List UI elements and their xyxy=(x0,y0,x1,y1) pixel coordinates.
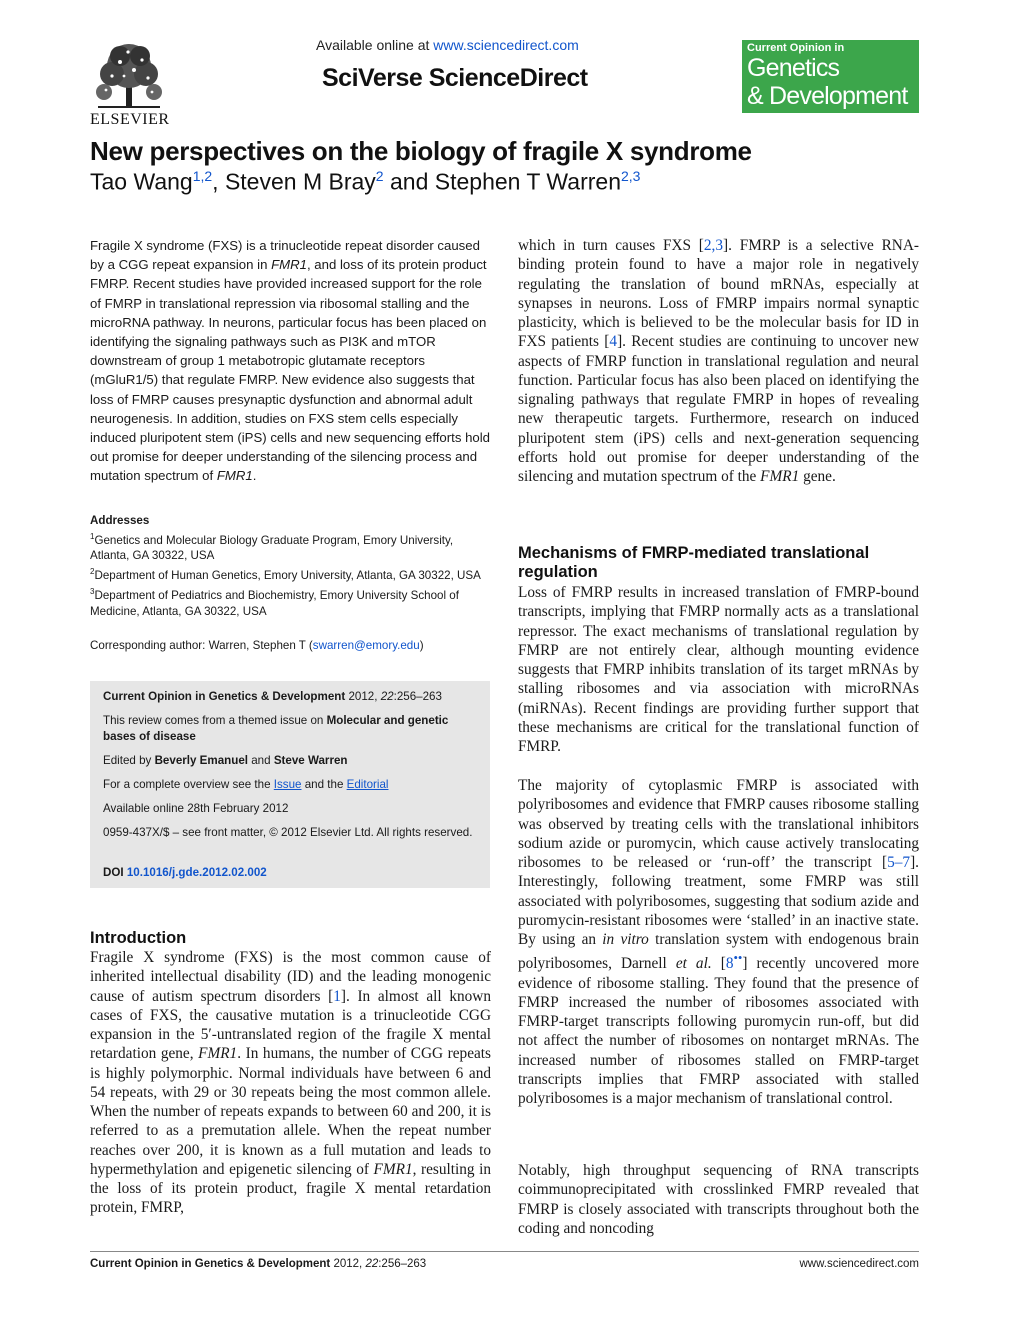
reference-link[interactable]: 5–7 xyxy=(887,854,911,871)
gene-name: FMR1 xyxy=(271,257,307,273)
corresponding-prefix: Corresponding author: Warren, Stephen T ( xyxy=(90,639,313,652)
corresponding-author xyxy=(90,639,492,652)
availability-prefix: Available online at xyxy=(316,37,434,53)
reference-link[interactable]: 4 xyxy=(609,333,618,351)
article-title: New perspectives on the biology of fragile X syndrome xyxy=(90,136,752,166)
edited-prefix: Edited by xyxy=(103,754,155,767)
theme-title: Molecular and genetic bases of disease xyxy=(103,714,449,743)
gene-name: FMR1 xyxy=(198,1045,238,1063)
journal-badge xyxy=(742,40,919,113)
overview-separator: and the xyxy=(301,778,347,791)
article-info-box xyxy=(90,681,490,888)
corresponding-suffix: ) xyxy=(419,639,424,652)
editorial-link[interactable]: Editorial xyxy=(346,778,389,791)
body-text: ]. FMRP is a selective RNA-binding protein found to have a major role in negatively regulating the translation of bound mRNAs, especially at synapses in neurons. Loss of FMRP impairs normal synaptic plasticity, which is believed to be the molecular basis for ID in FXS patients [ xyxy=(518,237,919,351)
author-affiliation[interactable]: 2 xyxy=(375,168,384,184)
journal-badge-top: Current Opinion in xyxy=(747,42,845,54)
editors-line xyxy=(103,753,481,769)
body-text: The majority of cytoplasmic FMRP is associated with polyribosomes and evidence that FMRP causes ribosome stalling was observed by treating cells with the translational inhibitors sodium azide or puromycin, which cause actively translocating ribosomes to be released or ‘run-off’ the transcript [ xyxy=(518,777,919,871)
overview-line xyxy=(103,777,481,793)
elsevier-tree-icon xyxy=(90,40,168,110)
abstract-text: . xyxy=(252,468,257,484)
author-separator: and xyxy=(383,168,435,195)
recommendation-marker: •• xyxy=(733,951,743,966)
availability-line xyxy=(316,37,579,53)
journal-badge-line2: & Development xyxy=(747,82,908,110)
theme-prefix: This review comes from a themed issue on xyxy=(103,714,327,727)
body-text: ]. Recent studies are continuing to uncover new aspects of FMRP function in translational regulation and neural function. Particular focus has also been placed on identifying the signaling pathways that regulate FMRP in hopes of revealing new therapeutic targets. Furthermore, research on induced pluripotent stem (iPS) cells and next-generation sequencing efforts hold out promise for deeper understanding of the silencing and mutation spectrum of the xyxy=(518,333,920,485)
body-text: gene. xyxy=(799,468,836,485)
author-list xyxy=(90,168,640,196)
address-item xyxy=(90,584,492,619)
author-name: Tao Wang xyxy=(90,168,193,195)
author-affiliation[interactable]: 1,2 xyxy=(192,168,213,184)
year: 2012, xyxy=(345,690,381,703)
author-affiliation[interactable]: 2,3 xyxy=(621,168,641,184)
footer-citation xyxy=(90,1258,426,1270)
abstract-text: Fragile X syndrome (FXS) is a trinucleotide repeat disorder caused by a CGG repeat expansion in xyxy=(90,238,480,273)
body-text: , resulting in the loss of its protein product, fragile X mental retardation protein, FMRP, xyxy=(90,1160,491,1217)
footer-volume: 22 xyxy=(365,1258,379,1270)
abstract-text: , and loss of its protein product FMRP. Recent studies have provided increased support for the role of FMRP in translational repression via ribosomal stalling and the microRNA pathway. In neurons, particular focus has been placed on identifying the signaling pathways such as PI3K and mTOR downstream of group 1 metabotropic glutamate receptors (mGluR1/5) that regulate FMRP. New evidence also suggests that loss of FMRP causes presynaptic dysfunction and abnormal adult neurogenesis. In addition, studies on FXS stem cells especially induced pluripotent stem (iPS) cells and new sequencing efforts hold out promise for deeper understanding of the silencing process and mutation spectrum of xyxy=(90,257,491,484)
doi-link[interactable]: 10.1016/j.gde.2012.02.002 xyxy=(126,866,267,879)
addresses xyxy=(90,513,492,619)
elsevier-logo xyxy=(90,40,168,128)
gene-name: FMR1 xyxy=(216,468,253,484)
theme-line xyxy=(103,713,481,745)
body-text: ]. In almost all known cases of FXS, the causative mutation is a trinucleotide CGG expansion in the 5′-untranslated region of the fragile X mental retardation gene, xyxy=(90,987,491,1063)
journal-name: Current Opinion in Genetics & Development xyxy=(103,690,346,703)
footer-url[interactable]: www.sciencedirect.com xyxy=(799,1258,919,1270)
editor-name: Steve Warren xyxy=(273,754,348,767)
issue-link[interactable]: Issue xyxy=(273,778,302,791)
footer-journal: Current Opinion in Genetics & Development xyxy=(90,1258,331,1270)
address-number: 2 xyxy=(90,567,95,577)
italic-term: in vitro xyxy=(602,931,649,948)
mechanisms-paragraph-2 xyxy=(518,776,919,1108)
mechanisms-paragraph-3: Notably, high throughput sequencing of RNA transcripts coimmunoprecipitated with crosslinked FMRP revealed that FMRP is closely associated with transcripts throughout both the coding and noncoding xyxy=(518,1162,919,1237)
editor-separator: and xyxy=(248,754,274,767)
sciencedirect-link[interactable]: www.sciencedirect.com xyxy=(433,37,579,53)
doi-label: DOI xyxy=(103,866,127,879)
italic-term: et al. xyxy=(675,955,712,973)
body-text: Fragile X syndrome (FXS) is the most common cause of inherited intellectual disability (ID) and the leading monogenic cause of autism spectrum disorders [ xyxy=(90,949,491,1005)
author-name: Steven M Bray xyxy=(224,168,376,195)
address-number: 3 xyxy=(90,586,95,596)
citation-line xyxy=(103,689,481,705)
mechanisms-paragraph-1: Loss of FMRP results in increased translation of FMRP-bound transcripts, implying that FMRP normally acts as a translational repressor. The exact mechanisms of translational regulation by FMRP are not entirely clear, although mounting evidence suggests that FMRP inhibits translation of its target mRNAs by stalling ribosomes and via association with microRNAs (miRNAs). Recent findings are providing further support that these mechanisms are critical for the translational function of FMRP. xyxy=(518,584,919,755)
mechanisms-heading: Mechanisms of FMRP-mediated translational regulation xyxy=(518,544,870,581)
address-text: Genetics and Molecular Biology Graduate Program, Emory University, Atlanta, GA 30322, USA xyxy=(90,533,454,563)
address-item xyxy=(90,564,492,584)
footer-pages: :256–263 xyxy=(378,1258,427,1270)
platform-name: SciVerse ScienceDirect xyxy=(322,64,588,92)
addresses-heading: Addresses xyxy=(90,514,150,527)
body-text: ]. Interestingly, following treatment, some FMRP was still associated with polyribosomes, suggesting that sodium azide and puromycin-resistant ribosomes were ‘stalled’ in an inactive state. By using an xyxy=(518,854,919,948)
reference-link[interactable]: 8 xyxy=(725,955,734,973)
intro-continued-text xyxy=(518,236,919,486)
address-text: Department of Human Genetics, Emory University, Atlanta, GA 30322, USA xyxy=(94,569,481,583)
body-text: ] recently uncovered more evidence of ribosome stalling. They found that the presence of FMRP increased the number of ribosomes associated with FMRP-target transcripts following puromycin run-off, but did not affect the number of ribosomes on nontarget mRNAs. The increased number of ribosomes stalled on FMRP-target transcripts implies that FMRP associated with stalled polyribosomes is a major mechanism of translational control. xyxy=(518,955,920,1108)
gene-name: FMR1 xyxy=(760,468,800,485)
footer-year: 2012, xyxy=(330,1258,366,1270)
doi-line xyxy=(103,865,481,881)
body-text: . In humans, the number of CGG repeats is highly polymorphic. Normal individuals have between 6 and 54 repeats, with 29 or 30 repeats being the most common allele. When the number of repeats expands to between 60 and 200, it is referred to as a premutation allele. When the repeat number reaches over 200, it is known as a full mutation and leads to hypermethylation and epigenetic silencing of xyxy=(90,1045,491,1178)
volume: 22 xyxy=(380,690,394,703)
copyright: 0959-437X/$ – see front matter, © 2012 Elsevier Ltd. All rights reserved. xyxy=(103,826,473,839)
address-item xyxy=(90,529,492,564)
gene-name: FMR1 xyxy=(373,1160,413,1178)
available-date: Available online 28th February 2012 xyxy=(103,802,289,815)
author-separator: , xyxy=(212,168,225,195)
author-name: Stephen T Warren xyxy=(434,168,621,195)
journal-badge-line1: Genetics xyxy=(747,54,840,82)
body-text: [ xyxy=(711,955,726,973)
overview-prefix: For a complete overview see the xyxy=(103,778,274,791)
reference-link[interactable]: 2,3 xyxy=(703,237,724,254)
address-text: Department of Pediatrics and Biochemistry, Emory University School of Medicine, Atlanta, GA 30322, USA xyxy=(90,588,459,618)
abstract xyxy=(90,236,492,486)
pages: :256–263 xyxy=(393,690,442,703)
address-number: 1 xyxy=(90,531,95,541)
footer-divider xyxy=(90,1251,919,1252)
body-text: which in turn causes FXS [ xyxy=(518,237,704,254)
body-text: translation system with endogenous brain polyribosomes, Darnell xyxy=(518,931,919,973)
reference-link[interactable]: 1 xyxy=(333,987,341,1005)
introduction-heading: Introduction xyxy=(90,929,187,947)
introduction-text xyxy=(90,948,491,1218)
publisher-name: ELSEVIER xyxy=(90,111,170,128)
editor-name: Beverly Emanuel xyxy=(154,754,249,767)
email-link[interactable]: swarren@emory.edu xyxy=(312,639,420,652)
